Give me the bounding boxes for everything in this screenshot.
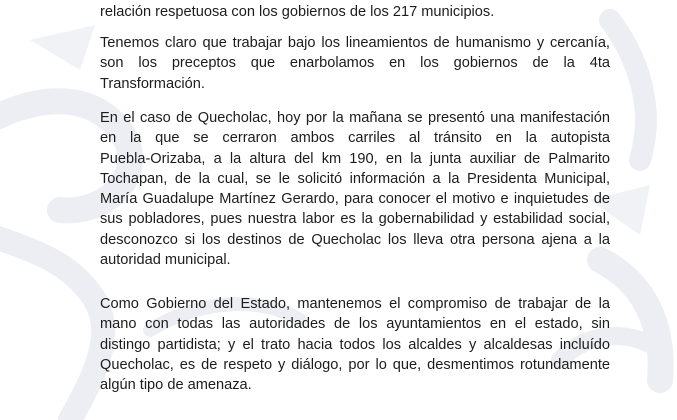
text-line: relación respetuosa con los gobiernos de los 217 municipios. — [100, 4, 495, 20]
text-line: Transformación. — [100, 75, 205, 92]
text-line: en la que se cerraron ambos carriles al tránsito en la autopista — [100, 130, 610, 147]
text-line: desconozco si los destinos de Quecholac los lleva otra persona ajena a la — [100, 231, 610, 248]
text-line: mano con todas las autoridades de los ayuntamientos en el estado, sin — [100, 316, 610, 333]
text-line: son los preceptos que enarbolamos en los gobiernos de la 4ta — [100, 55, 610, 72]
paragraph-intro-end — [100, 2, 610, 22]
text-line: María Guadalupe Martínez Gerardo, para conocer el motivo e inquietudes de — [100, 191, 610, 208]
paragraph-state-government — [100, 294, 610, 395]
text-line: Como Gobierno del Estado, mantenemos el compromiso de trabajar de la — [100, 296, 610, 312]
text-line: En el caso de Quecholac, hoy por la mañana se presentó una manifestación — [100, 110, 610, 126]
text-line: autoridad municipal. — [100, 252, 231, 269]
text-line: algún tipo de amenaza. — [100, 377, 252, 394]
text-line: Puebla-Orizaba, a la altura del km 190, en la junta auxiliar de Palmarito — [100, 150, 610, 167]
text-line: sus pobladores, pues nuestra labor es la gobernabilidad y estabilidad social, — [100, 211, 610, 228]
text-line: distingo partidista; y el trato hacia todos los alcaldes y alcaldesas incluído — [100, 336, 610, 353]
text-line: Tenemos claro que trabajar bajo los lineamientos de humanismo y cercanía, — [100, 35, 610, 51]
paragraph-humanism — [100, 33, 610, 94]
paragraph-quecholac — [100, 108, 610, 270]
text-line: Tochapan, de la cual, se le solicitó información a la Presidenta Municipal, — [100, 170, 610, 187]
text-line: Quecholac, es de respeto y diálogo, por lo que, desmentimos rotundamente — [100, 356, 610, 373]
